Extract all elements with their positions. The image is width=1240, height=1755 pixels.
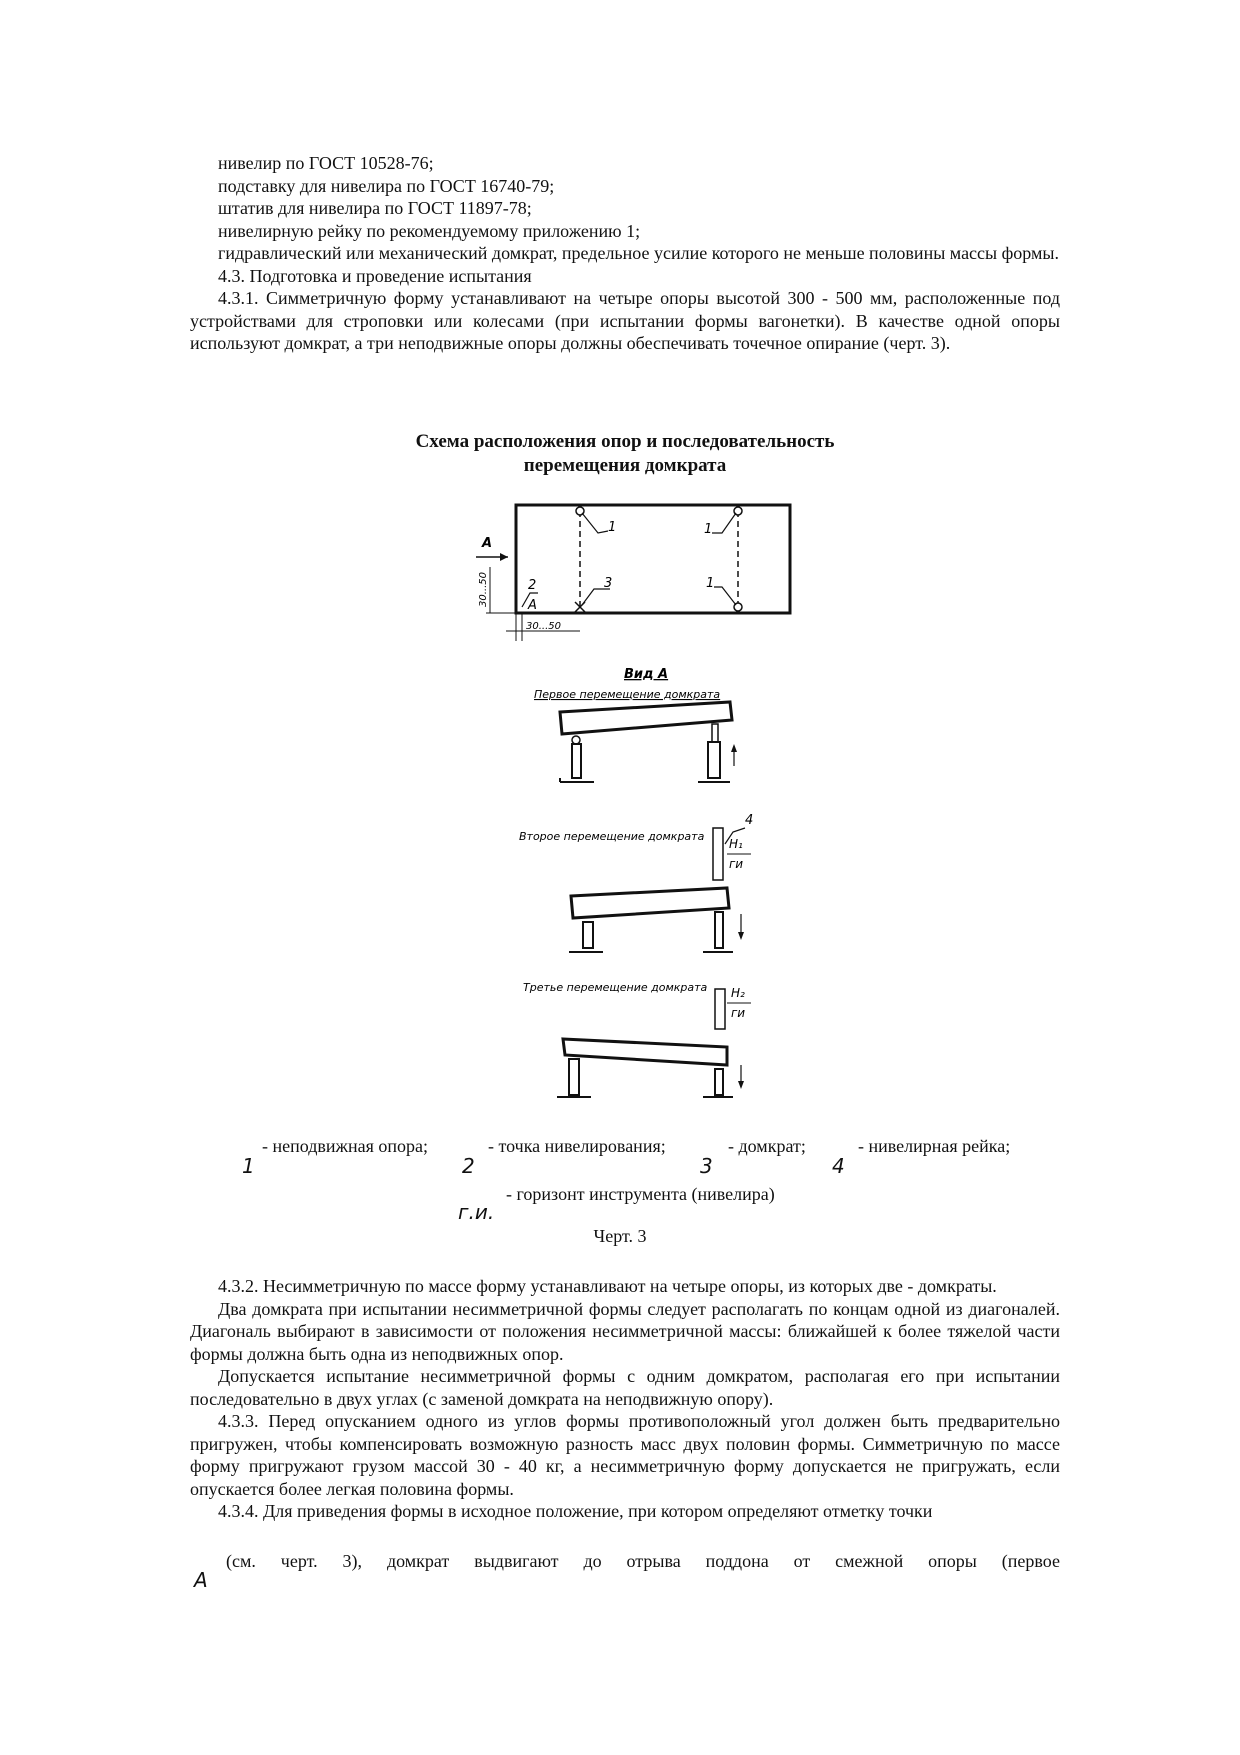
paragraph: 4.3.3. Перед опусканием одного из углов формы противоположный угол должен быть предварительно пригружен, чтобы компенсировать возможную разность масс двух половин формы. Симметричную по массе форму пригружают грузом массой 30 - 40 кг, а несимметричную форму допускается не пригружать, если опускается более легкая половина формы. bbox=[190, 1411, 1060, 1499]
paragraph: гидравлический или механический домкрат, предельное усилие которого не меньше половины массы формы. bbox=[218, 243, 1059, 263]
form-beam bbox=[571, 888, 729, 918]
view-a-label: Вид А bbox=[624, 667, 669, 682]
plan-label-1: 1 bbox=[608, 520, 617, 535]
legend-text-2: - точка нивелирования; bbox=[488, 1136, 666, 1156]
jack bbox=[708, 742, 720, 778]
paragraph: Допускается испытание несимметричной формы с одним домкратом, располагая его при испытании последовательно в двух углах (с заменой домкрата на неподвижную опору). bbox=[190, 1366, 1060, 1409]
legend-num-1: 1 bbox=[242, 1154, 255, 1178]
paragraph: 4.3.2. Несимметричную по массе форму устанавливают на четыре опоры, из которых две - домкраты. bbox=[218, 1276, 997, 1296]
view-a-mark: А bbox=[482, 536, 493, 551]
form-outline bbox=[516, 505, 790, 613]
top-text bbox=[190, 152, 1060, 355]
legend-num-3: 3 bbox=[700, 1154, 713, 1178]
jack-rod bbox=[712, 724, 718, 742]
gi-label: ги bbox=[729, 857, 744, 871]
paragraph: нивелирную рейку по рекомендуемому приложению 1; bbox=[218, 220, 641, 241]
plan-label-1: 1 bbox=[706, 576, 715, 591]
last-line bbox=[226, 1550, 1060, 1573]
figure-title bbox=[190, 430, 1060, 478]
view-a-drawing bbox=[520, 664, 760, 794]
jack bbox=[715, 912, 723, 948]
legend-text-1: - неподвижная опора; bbox=[262, 1136, 428, 1156]
legend-text-4: - нивелирная рейка; bbox=[858, 1136, 1011, 1156]
paragraph: Два домкрата при испытании несимметричной формы следует располагать по концам одной из диагоналей. Диагональ выбирают в зависимости от положения несимметричной массы: ближайшей к более тяжелой части формы должна быть одна из неподвижных опор. bbox=[190, 1298, 1060, 1364]
legend-text-3: - домкрат; bbox=[728, 1136, 806, 1156]
level-rod bbox=[713, 828, 723, 880]
gi-label: ги bbox=[731, 1006, 746, 1020]
step2-drawing bbox=[505, 810, 765, 958]
fixed-support bbox=[569, 1059, 579, 1095]
step3-drawing bbox=[505, 975, 765, 1105]
jack bbox=[715, 1069, 723, 1095]
paragraph: 4.3.1. Симметричную форму устанавливают на четыре опоры высотой 300 - 500 мм, расположенные под устройствами для строповки или колесами (при испытании формы вагонетки). В качестве одной опоры используют домкрат, а три неподвижные опоры должны обеспечивать точечное опирание (черт. 3). bbox=[190, 288, 1060, 353]
h2-label: H₂ bbox=[731, 986, 745, 1000]
step1-label: Первое перемещение домкрата bbox=[534, 688, 721, 701]
plan-label-2: 2 bbox=[528, 578, 537, 593]
legend-text-gi: - горизонт инструмента (нивелира) bbox=[506, 1184, 775, 1204]
legend-num-2: 2 bbox=[462, 1154, 475, 1178]
paragraph: нивелир по ГОСТ 10528-76; bbox=[218, 153, 434, 173]
form-beam bbox=[560, 702, 732, 734]
form-beam bbox=[563, 1039, 727, 1065]
paragraph: штатив для нивелира по ГОСТ 11897-78; bbox=[218, 198, 532, 218]
paragraph-last-line: (см. черт. 3), домкрат выдвигают до отрыва поддона от смежной опоры (первое bbox=[226, 1551, 1060, 1571]
h1-label: H₁ bbox=[729, 837, 743, 851]
paragraph: подставку для нивелира по ГОСТ 16740-79; bbox=[218, 175, 555, 196]
level-rod bbox=[715, 989, 725, 1029]
legend-num-4: 4 bbox=[832, 1154, 845, 1178]
fixed-support bbox=[572, 744, 581, 778]
paragraph: 4.3.4. Для приведения формы в исходное положение, при котором определяют отметку точки bbox=[218, 1501, 933, 1521]
dim-vertical: 30...50 bbox=[478, 572, 489, 607]
point-a-label: А bbox=[194, 1568, 208, 1592]
paragraph: 4.3. Подготовка и проведение испытания bbox=[218, 265, 532, 286]
figure-title-line: Схема расположения опор и последовательность bbox=[415, 431, 835, 452]
bottom-text bbox=[190, 1275, 1060, 1523]
rod-num: 4 bbox=[745, 813, 754, 828]
plan-label-a: А bbox=[528, 598, 537, 613]
fixed-support bbox=[583, 922, 593, 948]
fixed-support-marker bbox=[572, 736, 580, 744]
figure-title-line: перемещения домкрата bbox=[523, 455, 727, 476]
legend-num-gi: г.и. bbox=[458, 1200, 495, 1224]
plan-label-1: 1 bbox=[704, 522, 713, 537]
figure-caption: Черт. 3 bbox=[593, 1226, 647, 1246]
step3-label: Третье перемещение домкрата bbox=[523, 981, 708, 994]
step2-label: Второе перемещение домкрата bbox=[519, 830, 705, 843]
plan-label-3: 3 bbox=[604, 576, 613, 591]
dim-horizontal: 30...50 bbox=[526, 621, 561, 632]
plan-view-drawing bbox=[470, 495, 810, 655]
